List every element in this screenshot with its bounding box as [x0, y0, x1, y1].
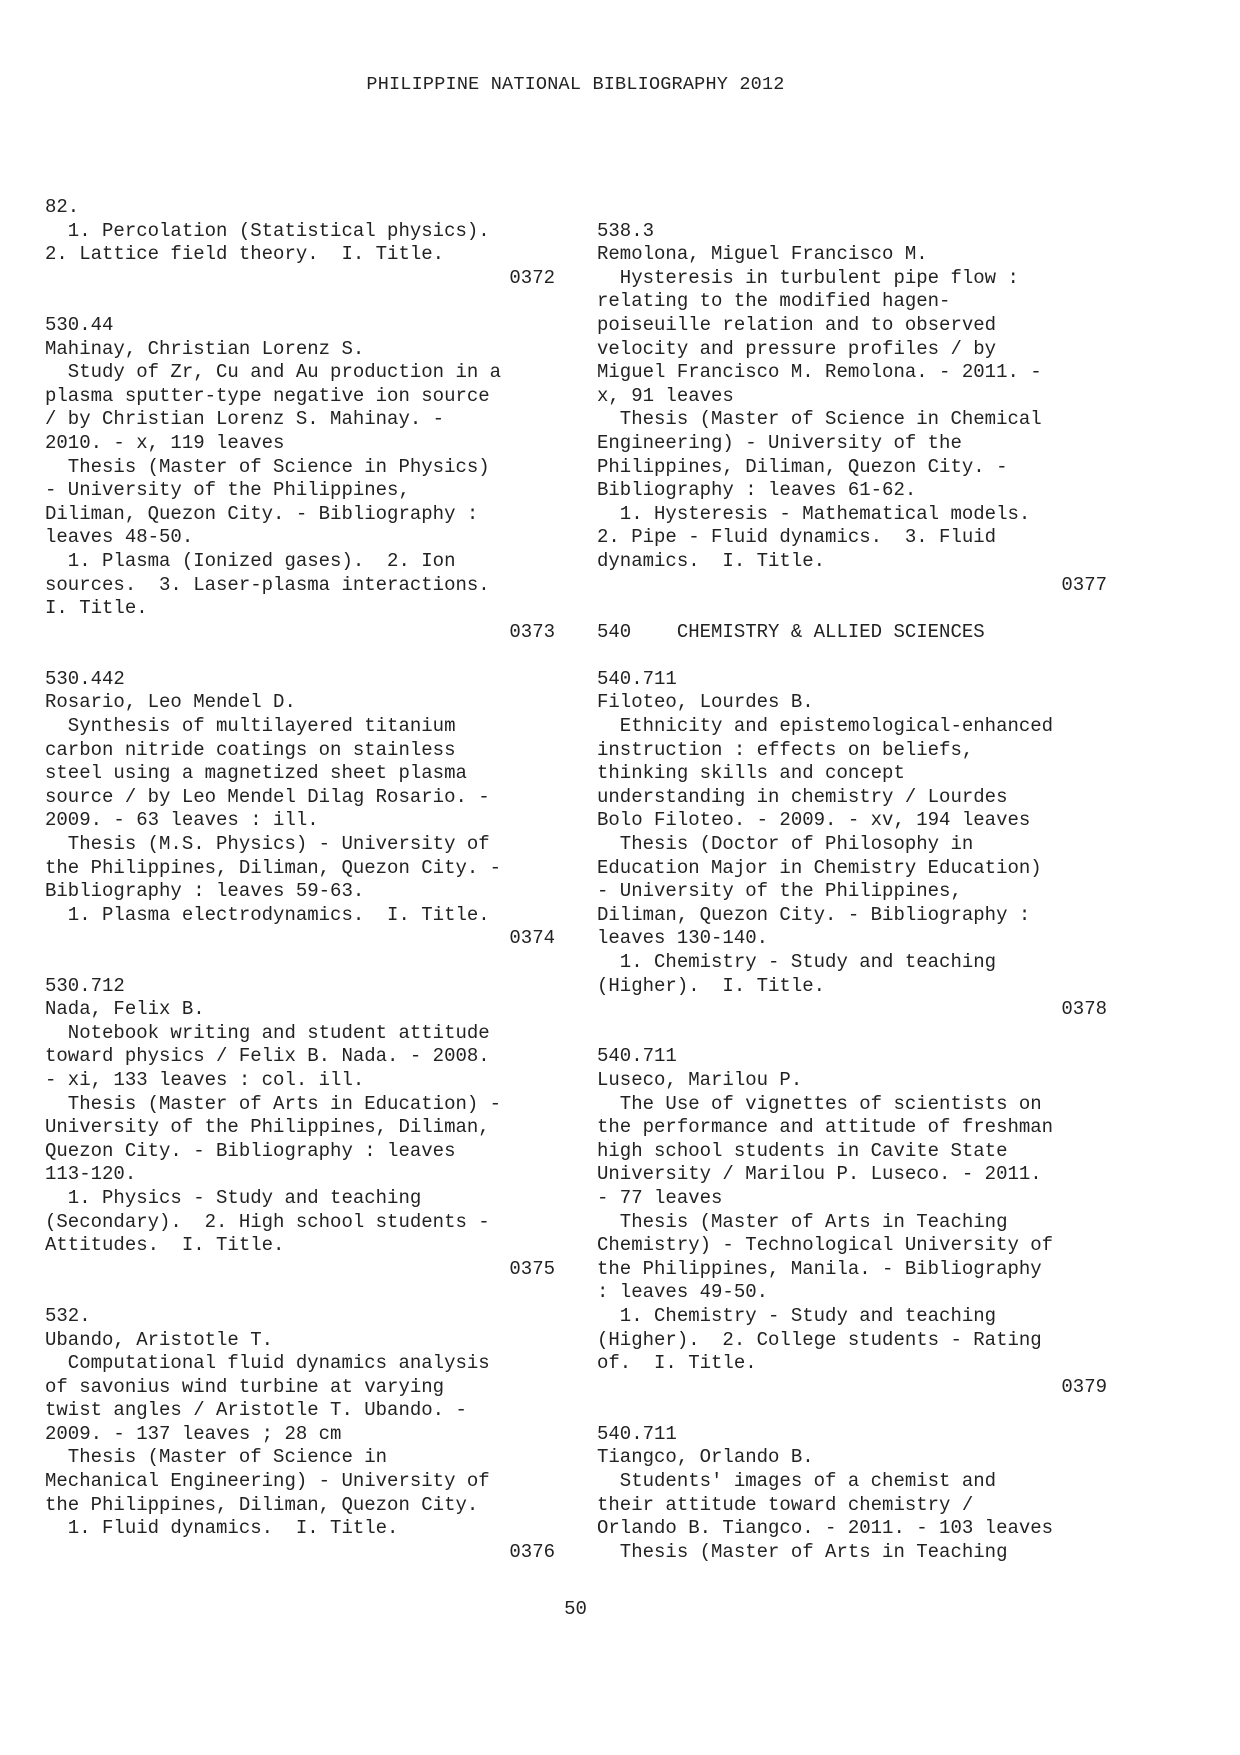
text-line: Thesis (Master of Science in	[45, 1446, 388, 1469]
text-line: 1. Plasma electrodynamics. I. Title.	[45, 903, 490, 926]
text-line: 2009. - 137 leaves ; 28 cm	[45, 1422, 342, 1445]
text-line	[45, 951, 555, 975]
text-line: Mahinay, Christian Lorenz S.	[45, 337, 365, 360]
text-line: Students' images of a chemist and	[597, 1470, 997, 1493]
text-line: Thesis (Master of Science in Physics)	[45, 455, 490, 478]
text-line: thinking skills and concept	[597, 762, 905, 785]
text-line: 113-120.	[45, 1163, 137, 1186]
text-line: of savonius wind turbine at varying	[45, 1375, 445, 1398]
text-line: Chemistry) - Technological University of	[597, 1234, 1054, 1257]
text-line: 2009. - 63 leaves : ill.	[45, 809, 319, 832]
text-line	[45, 290, 555, 314]
text-line: Quezon City. - Bibliography : leaves	[45, 1139, 456, 1162]
text-line	[597, 597, 1107, 621]
record-number: 0376	[509, 1540, 555, 1563]
text-line	[597, 644, 1107, 668]
record-number: 0377	[1061, 573, 1107, 596]
text-line: 1. Chemistry - Study and teaching	[597, 1304, 997, 1327]
text-line: - University of the Philippines,	[45, 479, 410, 502]
text-line: University / Marilou P. Luseco. - 2011.	[597, 1163, 1042, 1186]
text-line: Engineering) - University of the	[597, 431, 962, 454]
text-line: Tiangco, Orlando B.	[597, 1446, 814, 1469]
text-line: of. I. Title.	[597, 1352, 757, 1375]
text-line: 540.711	[597, 667, 677, 690]
text-line: Orlando B. Tiangco. - 2011. - 103 leaves	[597, 1517, 1054, 1540]
page-number: 50	[564, 1598, 587, 1620]
text-line	[45, 1281, 555, 1305]
text-line: University of the Philippines, Diliman,	[45, 1116, 490, 1139]
text-line: Thesis (Master of Science in Chemical	[597, 408, 1042, 431]
text-line: 1. Hysteresis - Mathematical models.	[597, 502, 1031, 525]
text-line: 540 CHEMISTRY & ALLIED SCIENCES	[597, 620, 985, 643]
text-line: Mechanical Engineering) - University of	[45, 1470, 490, 1493]
text-line: 2010. - x, 119 leaves	[45, 431, 285, 454]
left-column	[45, 196, 555, 1564]
text-line: - University of the Philippines,	[597, 880, 962, 903]
text-line: the Philippines, Diliman, Quezon City. -	[45, 856, 502, 879]
record-number: 0374	[509, 927, 555, 950]
text-line: (Higher). 2. College students - Rating	[597, 1328, 1042, 1351]
text-line: source / by Leo Mendel Dilag Rosario. -	[45, 785, 490, 808]
text-line: plasma sputter-type negative ion source	[45, 384, 490, 407]
text-line: leaves 130-140.	[597, 927, 769, 950]
page-header: PHILIPPINE NATIONAL BIBLIOGRAPHY 2012	[366, 74, 785, 95]
text-line: relating to the modified hagen-	[597, 290, 951, 313]
text-line: 1. Fluid dynamics. I. Title.	[45, 1517, 399, 1540]
text-line: 2. Pipe - Fluid dynamics. 3. Fluid	[597, 526, 997, 549]
text-line: Bibliography : leaves 61-62.	[597, 479, 917, 502]
text-line: Thesis (Master of Arts in Education) -	[45, 1092, 502, 1115]
text-line: - 77 leaves	[597, 1186, 723, 1209]
text-line: instruction : effects on beliefs,	[597, 738, 974, 761]
text-line: high school students in Cavite State	[597, 1139, 1008, 1162]
text-line: the Philippines, Manila. - Bibliography	[597, 1257, 1042, 1280]
text-line: the performance and attitude of freshman	[597, 1116, 1054, 1139]
text-line: 530.442	[45, 667, 125, 690]
text-line: the Philippines, Diliman, Quezon City.	[45, 1493, 479, 1516]
text-line: : leaves 49-50.	[597, 1281, 769, 1304]
text-line: Luseco, Marilou P.	[597, 1068, 803, 1091]
text-line: Bibliography : leaves 59-63.	[45, 880, 365, 903]
text-line: / by Christian Lorenz S. Mahinay. -	[45, 408, 445, 431]
text-line: Miguel Francisco M. Remolona. - 2011. -	[597, 361, 1042, 384]
text-line: (Secondary). 2. High school students -	[45, 1210, 490, 1233]
text-line: 1. Percolation (Statistical physics).	[45, 219, 490, 242]
text-line: Thesis (Master of Arts in Teaching	[597, 1210, 1008, 1233]
text-line	[45, 644, 555, 668]
text-line: leaves 48-50.	[45, 526, 194, 549]
text-line: I. Title.	[45, 597, 148, 620]
text-line: sources. 3. Laser-plasma interactions.	[45, 573, 490, 596]
text-line: 1. Chemistry - Study and teaching	[597, 951, 997, 973]
text-line	[597, 196, 1107, 220]
text-line: 540.711	[597, 1045, 677, 1068]
text-line: Thesis (Master of Arts in Teaching	[597, 1540, 1008, 1563]
text-line: 540.711	[597, 1422, 677, 1445]
text-line: their attitude toward chemistry /	[597, 1493, 974, 1516]
text-line: 538.3	[597, 219, 655, 242]
text-line: 530.712	[45, 974, 125, 997]
text-line: 82.	[45, 196, 80, 218]
text-line: Philippines, Diliman, Quezon City. -	[597, 455, 1008, 478]
text-line: toward physics / Felix B. Nada. - 2008.	[45, 1045, 490, 1068]
text-line: Remolona, Miguel Francisco M.	[597, 243, 928, 266]
text-line: Computational fluid dynamics analysis	[45, 1352, 490, 1375]
text-line: Thesis (Doctor of Philosophy in	[597, 833, 974, 856]
text-line: Diliman, Quezon City. - Bibliography :	[45, 502, 479, 525]
text-line: Synthesis of multilayered titanium	[45, 715, 456, 738]
text-line: Filoteo, Lourdes B.	[597, 691, 814, 714]
text-line: 1. Physics - Study and teaching	[45, 1186, 422, 1209]
text-line: dynamics. I. Title.	[597, 549, 826, 572]
text-line: 2. Lattice field theory. I. Title.	[45, 243, 445, 266]
text-line: twist angles / Aristotle T. Ubando. -	[45, 1399, 467, 1422]
text-line	[597, 1399, 1107, 1423]
text-line: 530.44	[45, 313, 114, 336]
text-line: (Higher). I. Title.	[597, 974, 826, 997]
text-line: 1. Plasma (Ionized gases). 2. Ion	[45, 549, 456, 572]
text-line: poiseuille relation and to observed	[597, 313, 997, 336]
record-number: 0375	[509, 1257, 555, 1280]
text-line: Notebook writing and student attitude	[45, 1021, 490, 1044]
text-line: 532.	[45, 1304, 91, 1327]
record-number: 0378	[1061, 998, 1107, 1021]
record-number: 0379	[1061, 1375, 1107, 1398]
text-line: carbon nitride coatings on stainless	[45, 738, 456, 761]
text-line: Bolo Filoteo. - 2009. - xv, 194 leaves	[597, 809, 1031, 832]
text-line: Education Major in Chemistry Education)	[597, 856, 1042, 879]
text-line: Ethnicity and epistemological-enhanced	[597, 715, 1054, 738]
text-line: Thesis (M.S. Physics) - University of	[45, 833, 490, 856]
text-line: Nada, Felix B.	[45, 998, 205, 1021]
text-line: Diliman, Quezon City. - Bibliography :	[597, 903, 1031, 926]
text-line: - xi, 133 leaves : col. ill.	[45, 1068, 365, 1091]
text-line: x, 91 leaves	[597, 384, 734, 407]
text-line: velocity and pressure profiles / by	[597, 337, 997, 360]
record-number: 0373	[509, 620, 555, 643]
text-line	[597, 1022, 1107, 1046]
record-number: 0372	[509, 266, 555, 289]
text-line: The Use of vignettes of scientists on	[597, 1092, 1042, 1115]
text-line: understanding in chemistry / Lourdes	[597, 785, 1008, 808]
text-line: Attitudes. I. Title.	[45, 1234, 285, 1257]
text-line: Study of Zr, Cu and Au production in a	[45, 361, 502, 384]
right-column	[597, 196, 1107, 1564]
text-line: steel using a magnetized sheet plasma	[45, 762, 467, 785]
text-line: Rosario, Leo Mendel D.	[45, 691, 296, 714]
text-line: Hysteresis in turbulent pipe flow :	[597, 266, 1019, 289]
text-line: Ubando, Aristotle T.	[45, 1328, 274, 1351]
